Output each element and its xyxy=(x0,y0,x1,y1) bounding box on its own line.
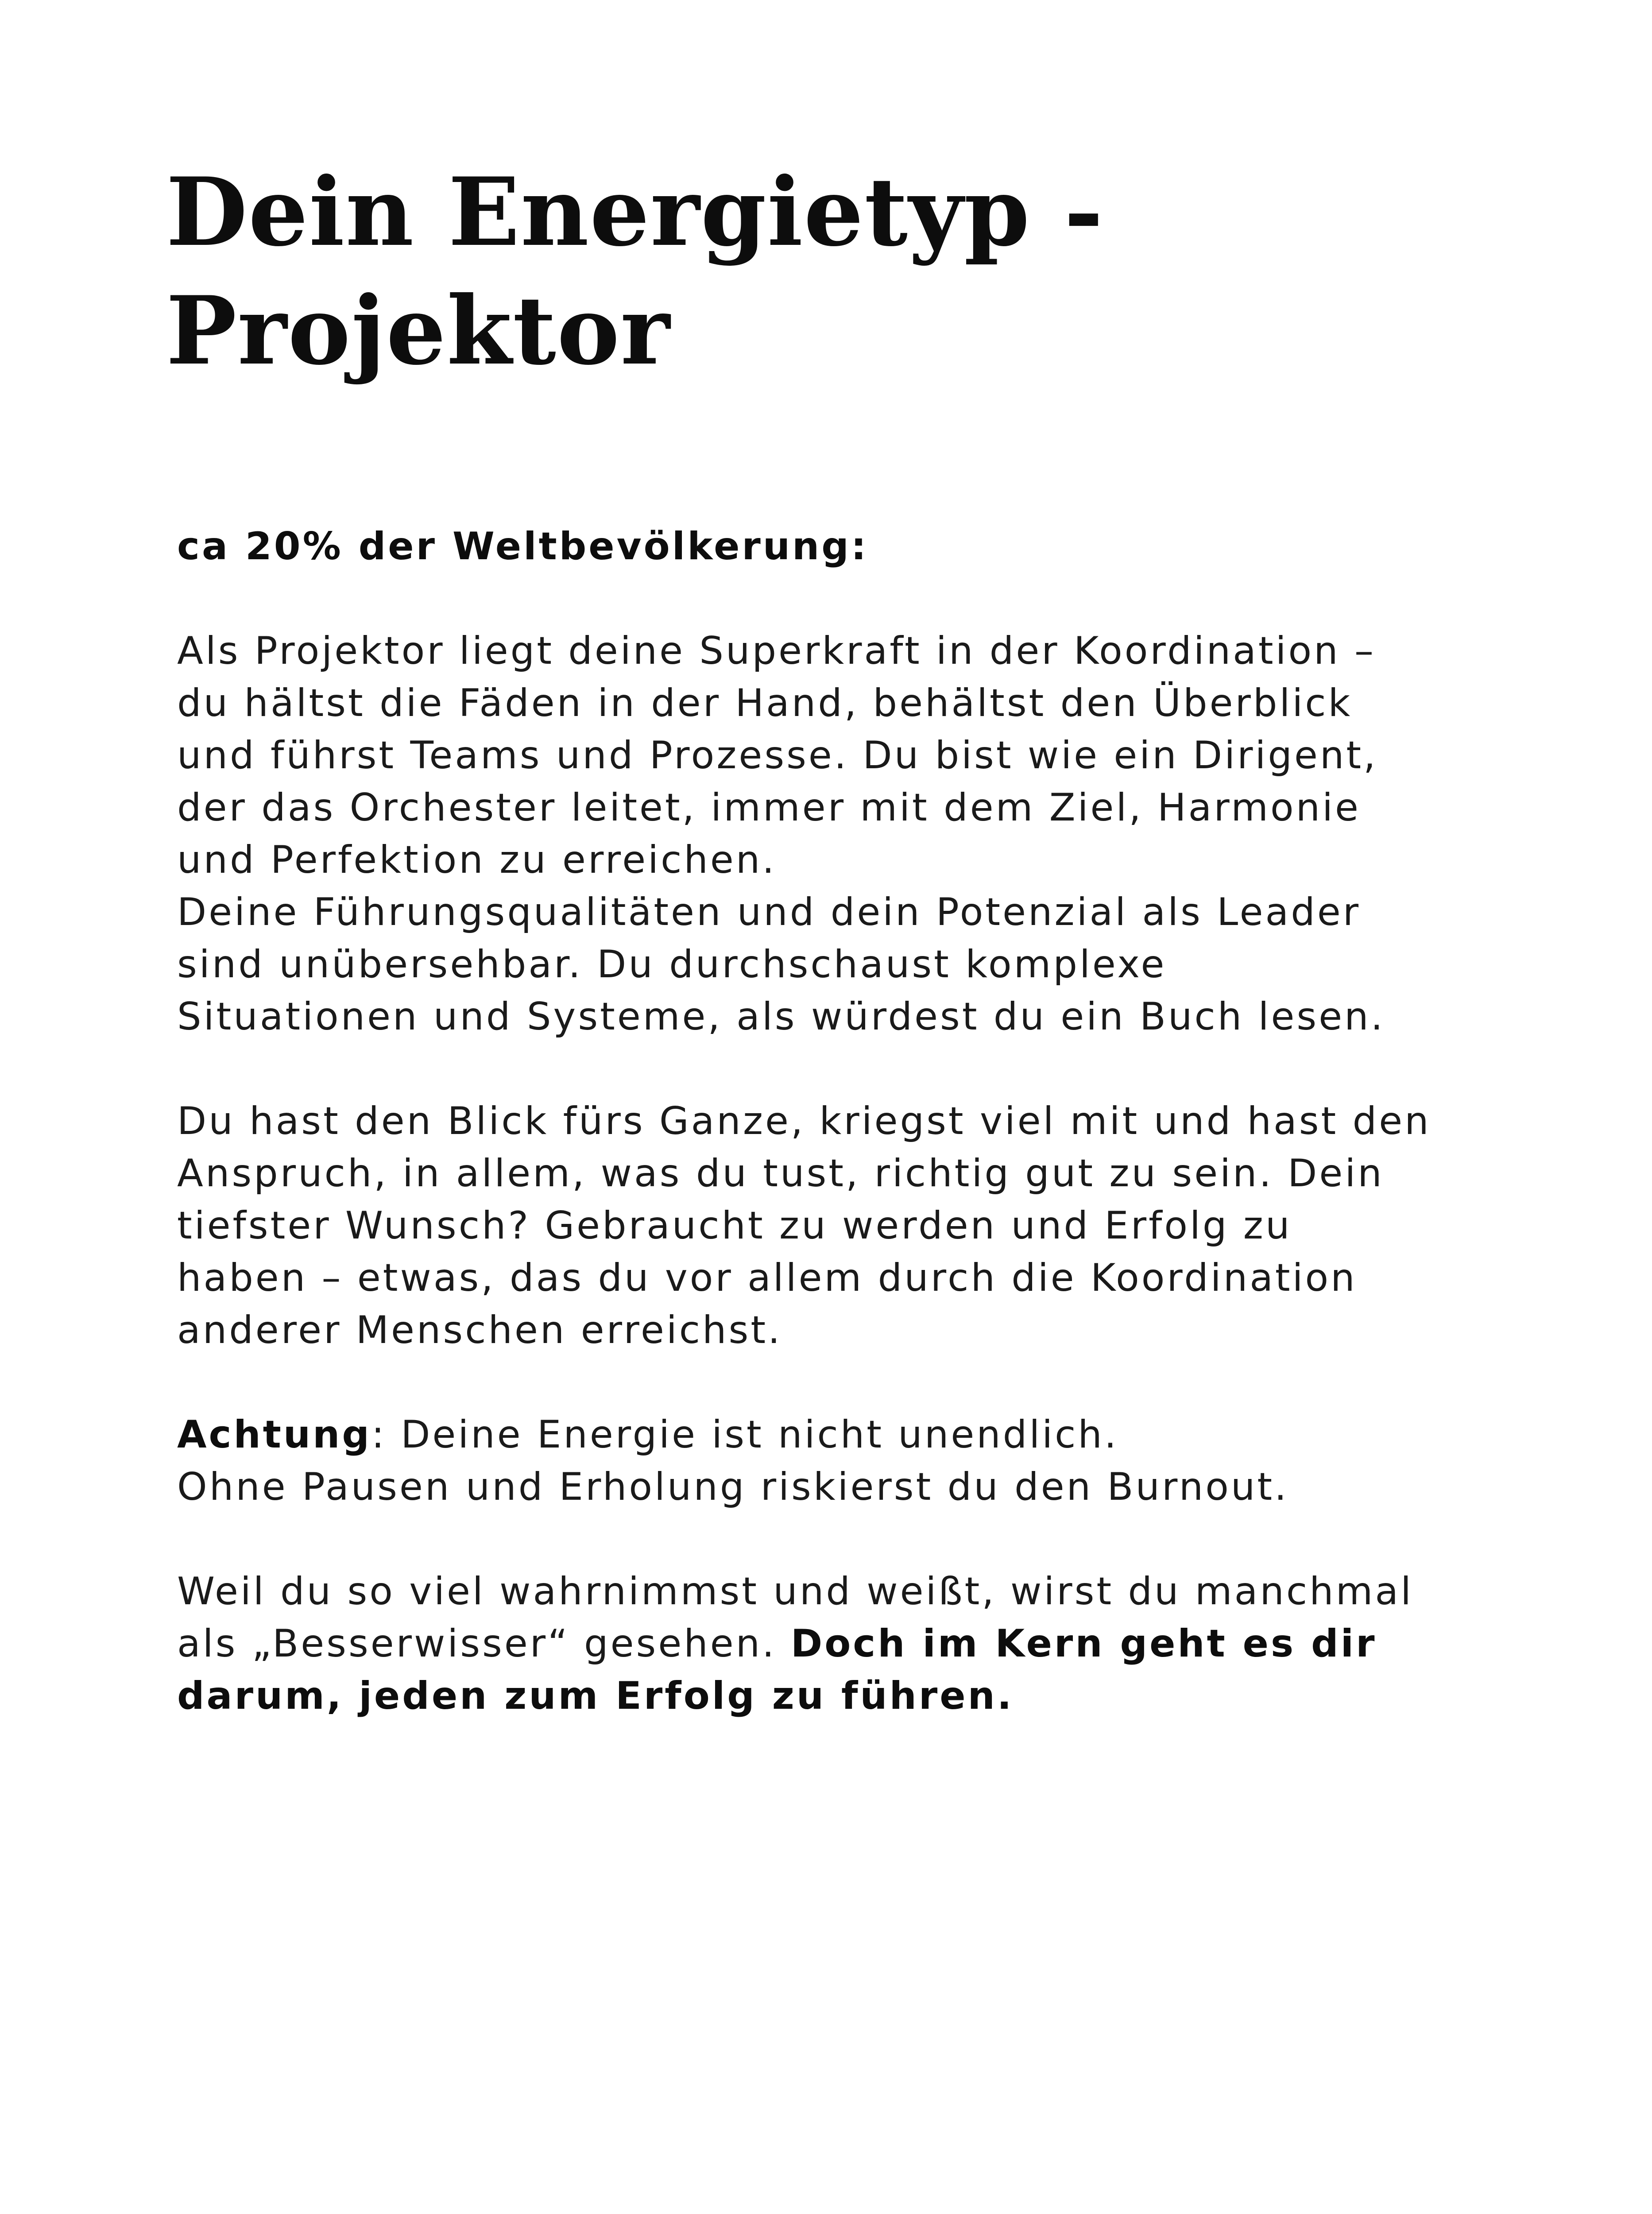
warning-text: : Deine Energie ist nicht unendlich. xyxy=(371,1413,1119,1457)
page-title xyxy=(166,153,1494,390)
text-line: anderer Menschen erreichst. xyxy=(177,1308,782,1352)
spacer xyxy=(177,1043,1505,1095)
title-line-2: Projektor xyxy=(166,275,671,386)
spacer xyxy=(177,1356,1505,1409)
closing-bold-text: Doch im Kern geht es dir xyxy=(790,1622,1377,1666)
text-line: Als Projektor liegt deine Superkraft in der Koordination – xyxy=(177,629,1376,673)
paragraph-blick xyxy=(177,1095,1505,1356)
paragraph-warning xyxy=(177,1409,1505,1513)
closing-plain-text: als „Besserwisser“ gesehen. xyxy=(177,1622,791,1666)
body-text xyxy=(177,520,1505,1722)
text-line: Ohne Pausen und Erholung riskierst du den Burnout. xyxy=(177,1465,1289,1509)
text-line: Deine Führungsqualitäten und dein Potenzial als Leader xyxy=(177,890,1361,934)
spacer xyxy=(177,573,1505,625)
text-line: und Perfektion zu erreichen. xyxy=(177,838,777,882)
text-line: Anspruch, in allem, was du tust, richtig gut zu sein. Dein xyxy=(177,1151,1384,1196)
text-line: du hältst die Fäden in der Hand, behältst den Überblick xyxy=(177,681,1353,725)
title-line-1: Dein Energietyp - xyxy=(166,157,1104,267)
closing-mixed-line xyxy=(177,1618,1505,1670)
text-line: Situationen und Systeme, als würdest du ein Buch lesen. xyxy=(177,995,1385,1039)
warning-line xyxy=(177,1409,1505,1461)
text-line: Weil du so viel wahrnimmst und weißt, wirst du manchmal xyxy=(177,1569,1414,1614)
paragraph-closing xyxy=(177,1565,1505,1722)
text-line: haben – etwas, das du vor allem durch die Koordination xyxy=(177,1256,1357,1300)
intro-heading: ca 20% der Weltbevölkerung: xyxy=(177,524,869,569)
warning-label: Achtung xyxy=(177,1413,371,1457)
spacer xyxy=(177,1513,1505,1565)
closing-bold-line: darum, jeden zum Erfolg zu führen. xyxy=(177,1674,1014,1718)
paragraph-superkraft xyxy=(177,625,1505,1043)
text-line: sind unübersehbar. Du durchschaust komplexe xyxy=(177,942,1167,987)
text-line: der das Orchester leitet, immer mit dem Ziel, Harmonie xyxy=(177,786,1361,830)
text-line: und führst Teams und Prozesse. Du bist wie ein Dirigent, xyxy=(177,733,1378,778)
text-line: tiefster Wunsch? Gebraucht zu werden und Erfolg zu xyxy=(177,1204,1292,1248)
text-line: Du hast den Blick fürs Ganze, kriegst viel mit und hast den xyxy=(177,1099,1431,1143)
